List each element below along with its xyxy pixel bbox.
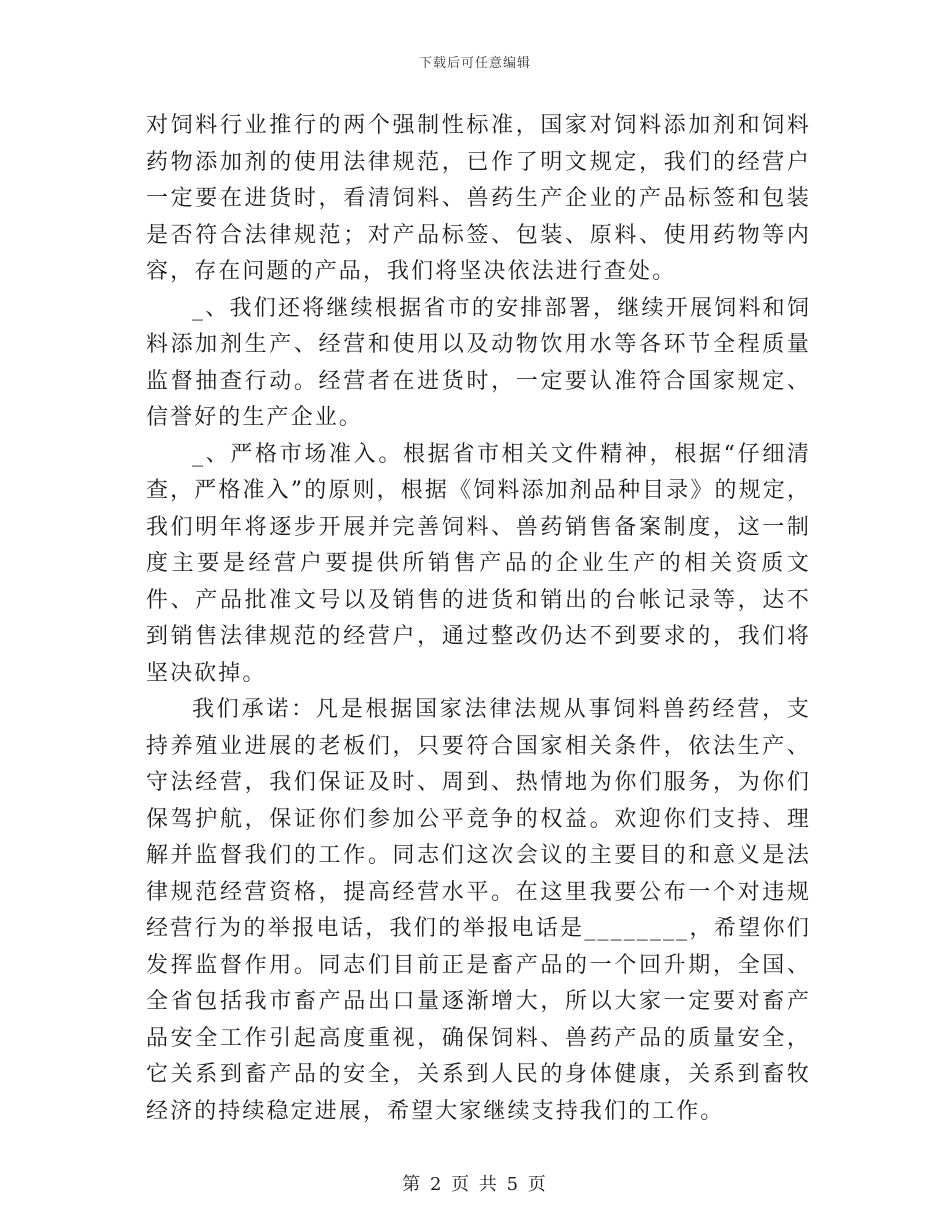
page-number: 第 2 页 共 5 页 <box>402 1174 548 1195</box>
paragraph-3: _、严格市场准入。根据省市相关文件精神，根据“仔细清查，严格准入”的原则，根据《饲料添加剂品种目录》的规定，我们明年将逐步开展并完善饲料、兽药销售备案制度，这一制度主要是经营户要提供所销售产品的企业生产的相关资质文件、产品批准文号以及销售的进货和销出的台帐记录等，达不到销售法律规范的经营户，通过整改仍达不到要求的，我们将坚决砍掉。 <box>146 441 811 686</box>
paragraph-1: 对饲料行业推行的两个强制性标准，国家对饲料添加剂和饲料药物添加剂的使用法律规范，已作了明文规定，我们的经营户一定要在进货时，看清饲料、兽药生产企业的产品标签和包装是否符合法律规范；对产品标签、包装、原料、使用药物等内容，存在问题的产品，我们将坚决依法进行查处。 <box>146 113 811 284</box>
document-body <box>146 108 811 1130</box>
paragraph-4: 我们承诺：凡是根据国家法律法规从事饲料兽药经营，支持养殖业进展的老板们，只要符合国家相关条件，依法生产、守法经营，我们保证及时、周到、热情地为你们服务，为你们保驾护航，保证你们参加公平竞争的权益。欢迎你们支持、理解并监督我们的工作。同志们这次会议的主要目的和意义是法律规范经营资格，提高经营水平。在这里我要公布一个对违规经营行为的举报电话，我们的举报电话是________，希望你们发挥监督作用。同志们目前正是畜产品的一个回升期，全国、全省包括我市畜产品出口量逐渐增大，所以大家一定要对畜产品安全工作引起高度重视，确保饲料、兽药产品的质量安全，它关系到畜产品的安全，关系到人民的身体健康，关系到畜牧经济的持续稳定进展，希望大家继续支持我们的工作。 <box>146 697 811 1124</box>
paragraph-2: _、我们还将继续根据省市的安排部署，继续开展饲料和饲料添加剂生产、经营和使用以及动物饮用水等各环节全程质量监督抽查行动。经营者在进货时，一定要认准符合国家规定、信誉好的生产企业。 <box>146 295 811 430</box>
page-header: 下载后可任意编辑 <box>418 56 531 71</box>
